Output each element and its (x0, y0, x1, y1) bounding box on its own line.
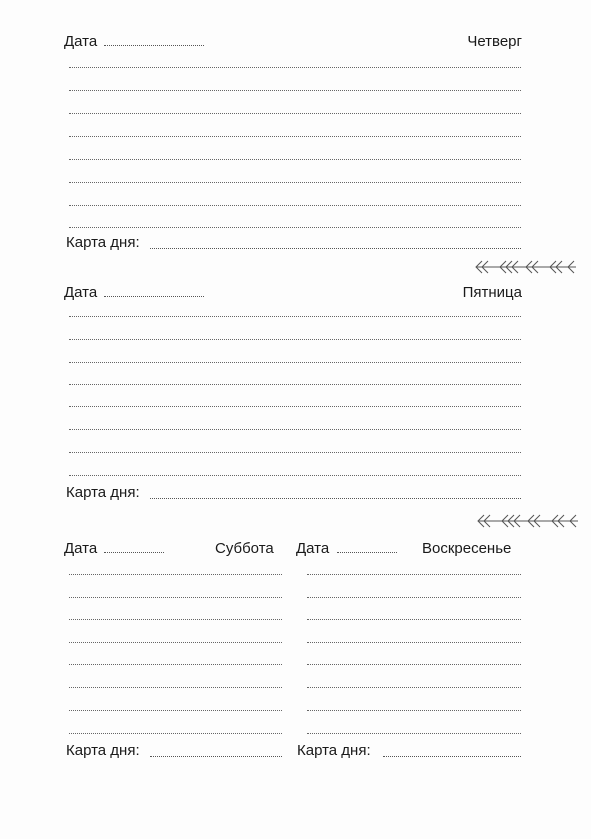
friday-map-label: Карта дня: (66, 484, 140, 501)
friday-day-name: Пятница (462, 284, 522, 301)
sunday-line-7[interactable] (307, 710, 521, 711)
sunday-line-3[interactable] (307, 619, 521, 620)
sunday-line-5[interactable] (307, 664, 521, 665)
sunday-line-1[interactable] (307, 574, 521, 575)
thursday-map-label: Карта дня: (66, 234, 140, 251)
sunday-day-name: Воскресенье (422, 540, 512, 557)
saturday-date-label: Дата (64, 540, 98, 557)
sunday-line-8[interactable] (307, 733, 521, 734)
friday-date-label: Дата (64, 284, 98, 301)
sunday-date-label: Дата (296, 540, 330, 557)
sunday-map-label: Карта дня: (297, 742, 371, 759)
thursday-date-label: Дата (64, 33, 98, 50)
sunday-line-4[interactable] (307, 642, 521, 643)
sunday-map-field[interactable] (383, 756, 521, 757)
thursday-day-name: Четверг (467, 33, 522, 50)
sunday-line-6[interactable] (307, 687, 521, 688)
saturday-day-name: Суббота (215, 540, 274, 557)
sunday-line-2[interactable] (307, 597, 521, 598)
sunday-date-field[interactable] (337, 552, 397, 553)
saturday-map-label: Карта дня: (66, 742, 140, 759)
